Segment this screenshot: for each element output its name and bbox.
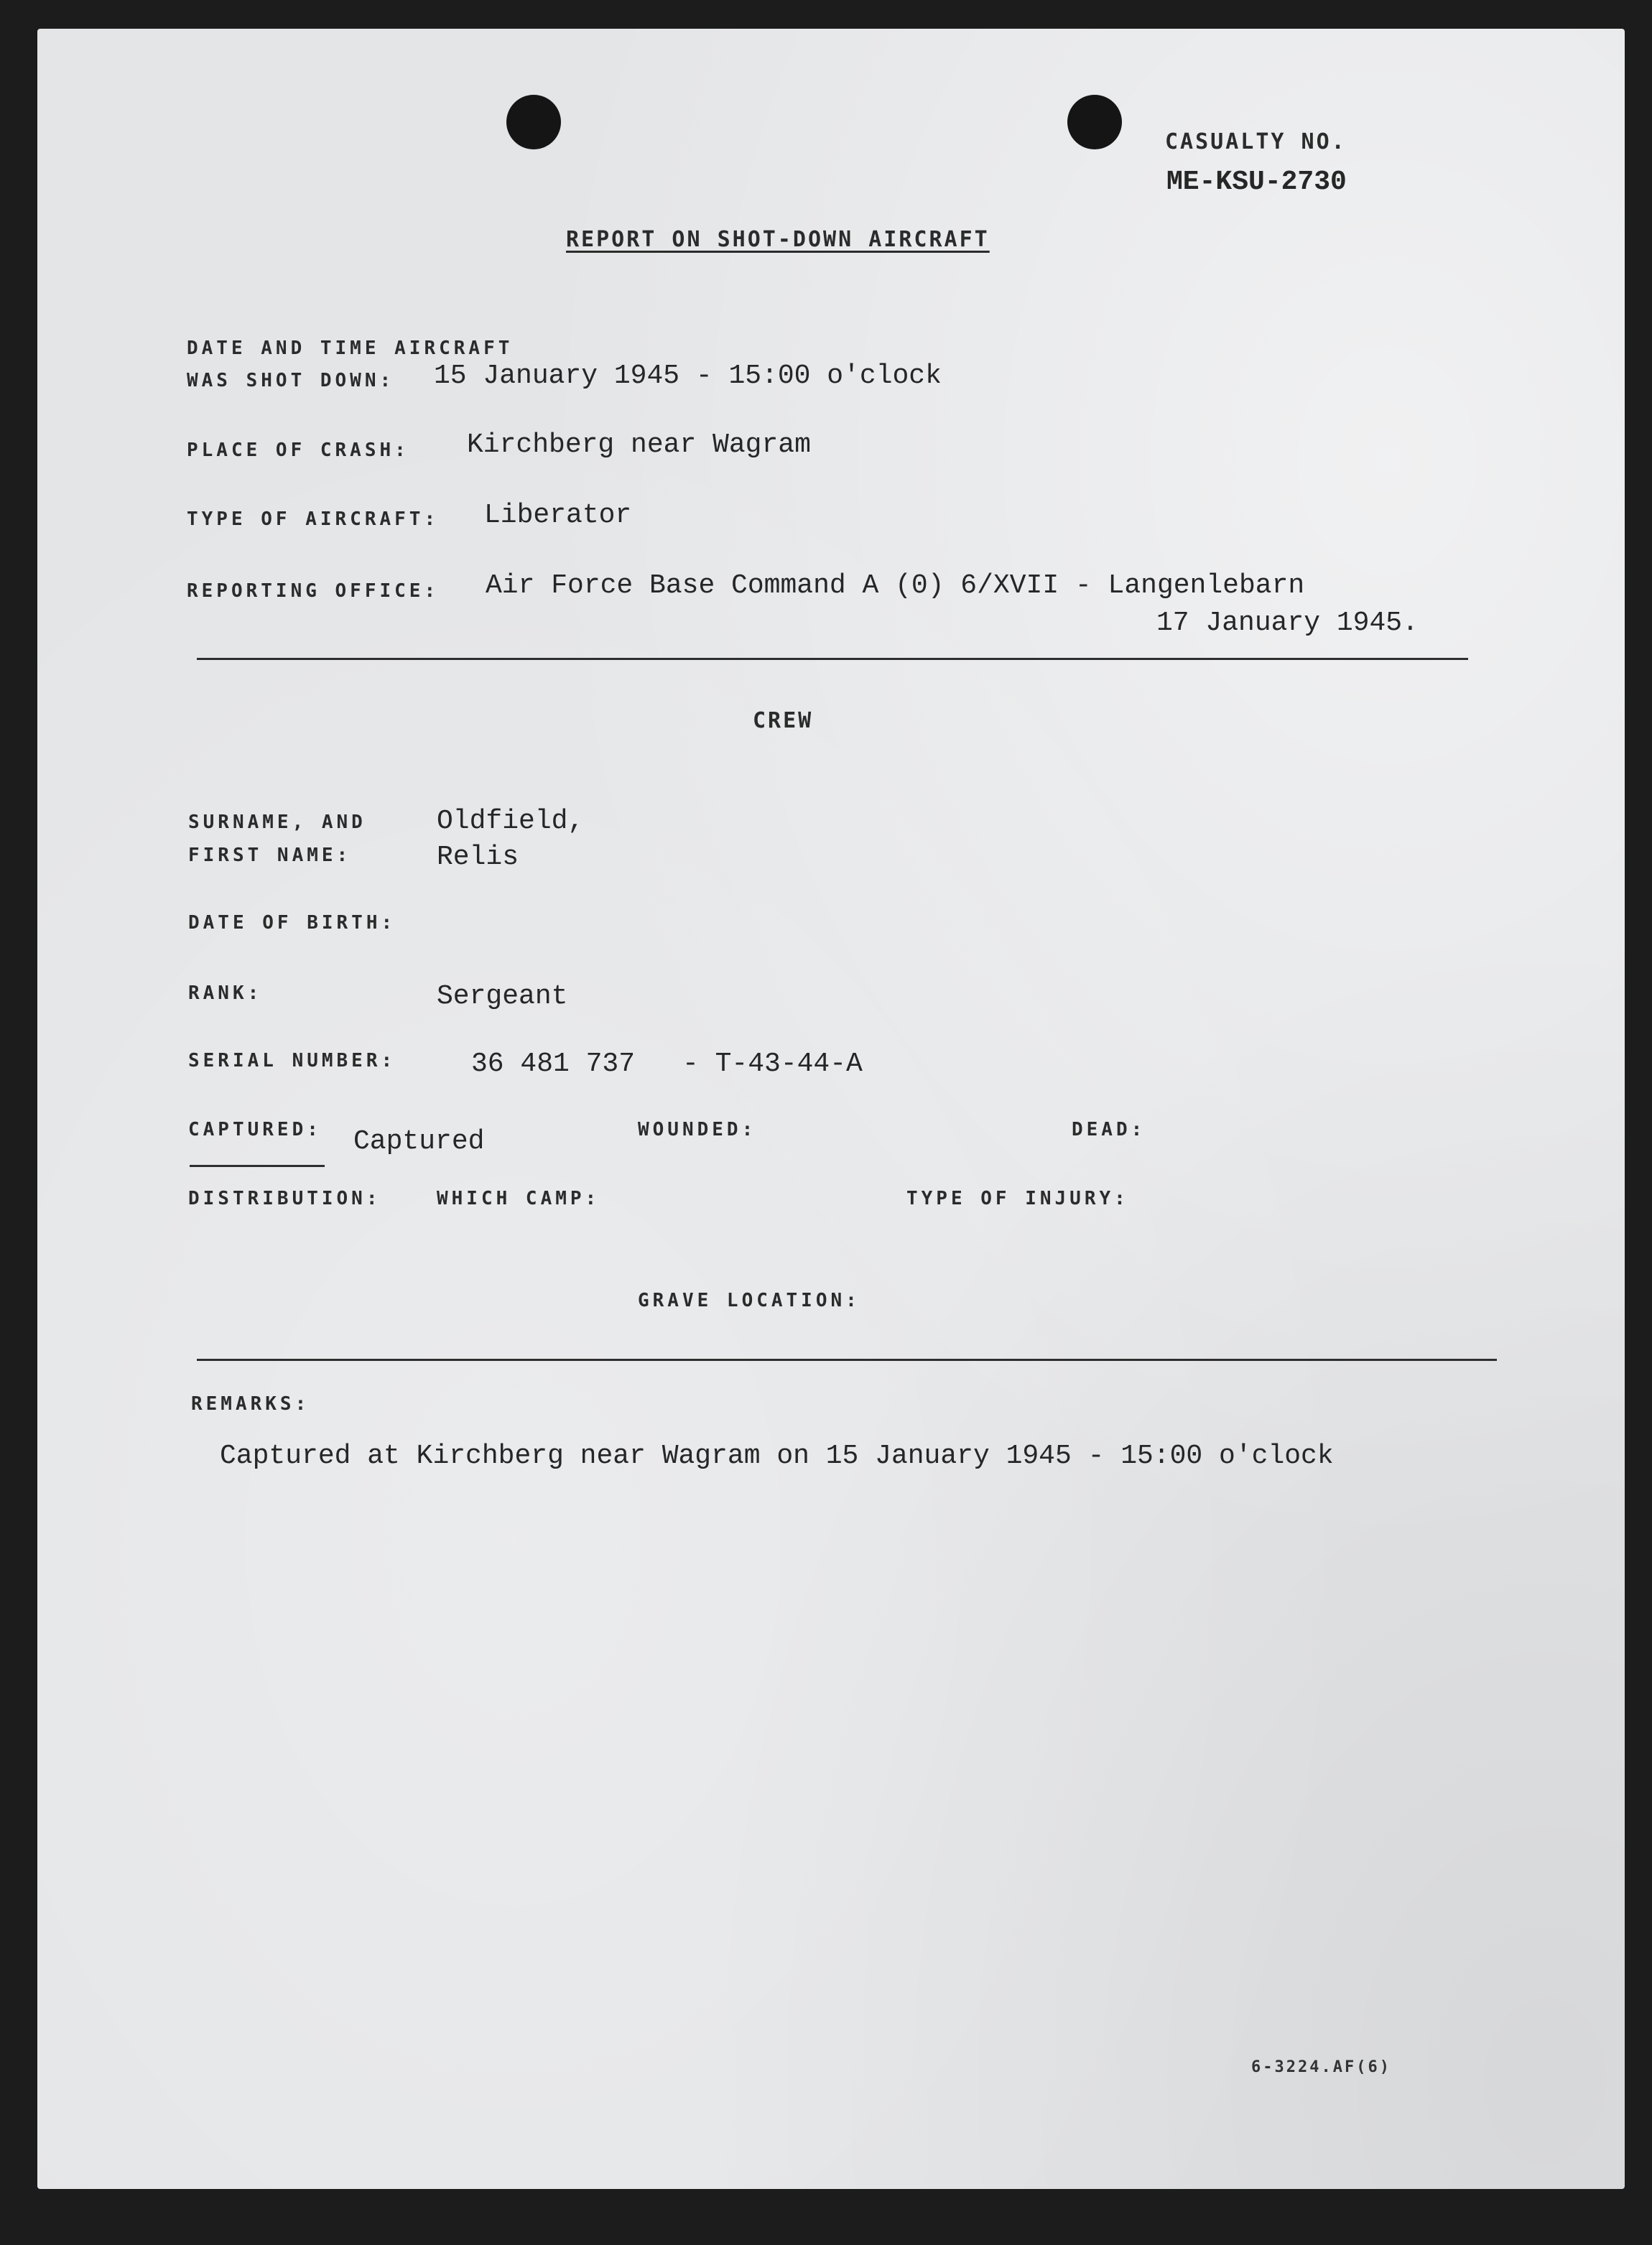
captured-underline [190, 1165, 325, 1167]
name-label-line1: SURNAME, AND [188, 812, 366, 833]
rank-label: RANK: [188, 982, 263, 1004]
first-name-value: Relis [437, 842, 519, 873]
name-label-line2: FIRST NAME: [188, 845, 352, 866]
dob-label: DATE OF BIRTH: [188, 912, 396, 934]
office-value: Air Force Base Command A (0) 6/XVII - Langenlebarn [486, 570, 1305, 601]
type-value: Liberator [484, 500, 632, 531]
grave-label: GRAVE LOCATION: [638, 1290, 860, 1311]
serial-label: SERIAL NUMBER: [188, 1050, 396, 1072]
office-label: REPORTING OFFICE: [187, 580, 440, 602]
wounded-label: WOUNDED: [638, 1119, 757, 1140]
remarks-label: REMARKS: [191, 1393, 310, 1415]
casualty-label: CASUALTY NO. [1165, 129, 1347, 154]
dead-label: DEAD: [1072, 1119, 1146, 1140]
place-label: PLACE OF CRASH: [187, 440, 409, 461]
crew-heading: CREW [753, 708, 814, 733]
surname-value: Oldfield, [437, 806, 585, 837]
punch-hole-right [1067, 95, 1122, 149]
remarks-text: Captured at Kirchberg near Wagram on 15 January 1945 - 15:00 o'clock [220, 1441, 1334, 1472]
datetime-label-line1: DATE AND TIME AIRCRAFT [187, 338, 514, 359]
captured-label: CAPTURED: [188, 1119, 322, 1140]
camp-label: WHICH CAMP: [437, 1188, 600, 1209]
office-date: 17 January 1945. [1156, 608, 1419, 638]
form-number: 6-3224.AF(6) [1251, 2058, 1391, 2076]
injury-label: TYPE OF INJURY: [906, 1188, 1129, 1209]
captured-value: Captured [353, 1126, 485, 1157]
serial-suffix: - T-43-44-A [682, 1049, 863, 1079]
section-divider-bottom [197, 1359, 1497, 1361]
datetime-value: 15 January 1945 - 15:00 o'clock [434, 361, 942, 391]
distribution-label: DISTRIBUTION: [188, 1188, 381, 1209]
datetime-label-line2: WAS SHOT DOWN: [187, 370, 395, 391]
place-value: Kirchberg near Wagram [467, 429, 811, 460]
serial-value: 36 481 737 [471, 1049, 636, 1079]
report-title: REPORT ON SHOT-DOWN AIRCRAFT [566, 227, 990, 252]
rank-value: Sergeant [437, 981, 568, 1012]
casualty-number: ME-KSU-2730 [1166, 167, 1347, 197]
type-label: TYPE OF AIRCRAFT: [187, 508, 440, 530]
punch-hole-left [506, 95, 561, 149]
document-page [37, 29, 1625, 2189]
section-divider-top [197, 658, 1468, 660]
